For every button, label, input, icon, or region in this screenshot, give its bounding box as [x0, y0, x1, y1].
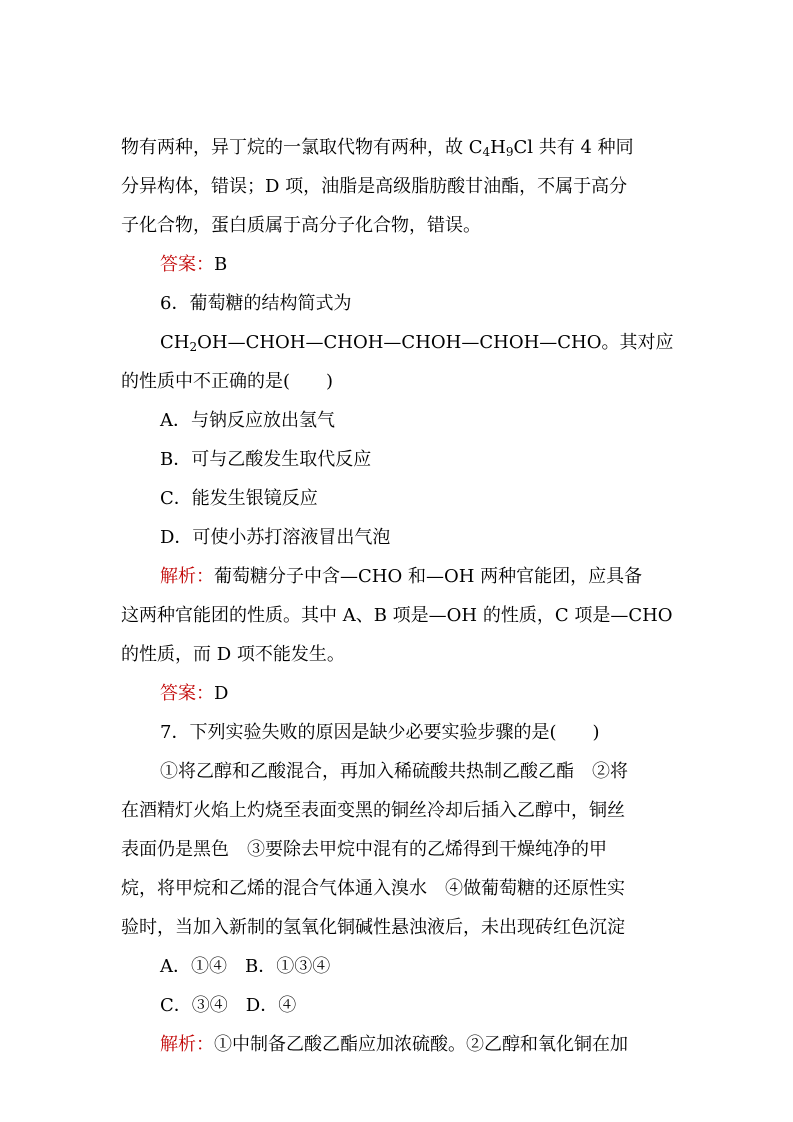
q6-explanation-line-2 [0, 596, 793, 635]
text-segment: ①中制备乙酸乙酯应加浓硫酸。②乙醇和氧化铜在加 [214, 1034, 628, 1055]
text-segment: 子化合物，蛋白质属于高分子化合物，错误。 [121, 215, 481, 236]
text-segment: CH [160, 332, 190, 353]
q7-body-line-3 [0, 830, 793, 869]
text-segment: 表面仍是黑色 ③要除去甲烷中混有的乙烯得到干燥纯净的甲 [121, 839, 607, 860]
q6-explanation-line-1 [0, 557, 793, 596]
explanation-label: 解析： [160, 1034, 214, 1055]
text-segment: C．能发生银镜反应 [160, 488, 318, 509]
subscript: 2 [189, 340, 198, 354]
q7-explanation-line-1 [0, 1025, 793, 1064]
text-segment: 6．葡萄糖的结构简式为 [160, 293, 352, 314]
q6-option-b [0, 440, 793, 479]
q6-explanation-line-3 [0, 635, 793, 674]
text-segment: A．与钠反应放出氢气 [160, 410, 335, 431]
q6-formula-line [0, 323, 793, 362]
subscript: 9 [505, 145, 514, 159]
q5-answer [0, 245, 793, 284]
text-segment: A．①④ B．①③④ [160, 956, 331, 977]
q6-option-d [0, 518, 793, 557]
q6-option-c [0, 479, 793, 518]
text-segment: 7．下列实验失败的原因是缺少必要实验步骤的是( ) [160, 722, 600, 743]
text-segment: 在酒精灯火焰上灼烧至表面变黑的铜丝冷却后插入乙醇中，铜丝 [121, 800, 625, 821]
q6-answer [0, 674, 793, 713]
q6-stem-line-1 [0, 284, 793, 323]
answer-value: B [214, 254, 228, 275]
text-segment: 的性质中不正确的是( ) [121, 371, 334, 392]
q6-stem-line-3 [0, 362, 793, 401]
text-segment: C．③④ D．④ [160, 995, 297, 1016]
text-segment: 这两种官能团的性质。其中 A、B 项是—OH 的性质，C 项是—CHO [121, 605, 673, 626]
text-segment: D．可使小苏打溶液冒出气泡 [160, 527, 391, 548]
q7-stem [0, 713, 793, 752]
q5-explanation-line-1 [0, 128, 793, 167]
text-segment: H [490, 137, 506, 158]
text-segment: 分异构体，错误；D 项，油脂是高级脂肪酸甘油酯，不属于高分 [121, 176, 628, 197]
q5-explanation-line-3 [0, 206, 793, 245]
text-segment: Cl 共有 4 种同 [513, 137, 634, 158]
text-segment: 葡萄糖分子中含—CHO 和—OH 两种官能团，应具备 [214, 566, 643, 587]
subscript: 4 [482, 145, 491, 159]
q7-options-line-1 [0, 947, 793, 986]
q7-body-line-4 [0, 869, 793, 908]
text-segment: ①将乙醇和乙酸混合，再加入稀硫酸共热制乙酸乙酯 ②将 [160, 761, 628, 782]
q5-explanation-line-2 [0, 167, 793, 206]
text-segment: OH—CHOH—CHOH—CHOH—CHOH—CHO。其对应 [197, 332, 674, 353]
explanation-label: 解析： [160, 566, 214, 587]
answer-value: D [214, 683, 229, 704]
text-segment: 的性质，而 D 项不能发生。 [121, 644, 345, 665]
answer-label: 答案： [160, 683, 214, 704]
q7-body-line-1 [0, 752, 793, 791]
text-segment: 物有两种，异丁烷的一氯取代物有两种，故 C [121, 137, 483, 158]
text-segment: 验时，当加入新制的氢氧化铜碱性悬浊液后，未出现砖红色沉淀 [121, 917, 625, 938]
text-segment: 烷，将甲烷和乙烯的混合气体通入溴水 ④做葡萄糖的还原性实 [121, 878, 625, 899]
q7-body-line-2 [0, 791, 793, 830]
answer-label: 答案： [160, 254, 214, 275]
q6-option-a [0, 401, 793, 440]
q7-body-line-5 [0, 908, 793, 947]
text-segment: B．可与乙酸发生取代反应 [160, 449, 372, 470]
q7-options-line-2 [0, 986, 793, 1025]
